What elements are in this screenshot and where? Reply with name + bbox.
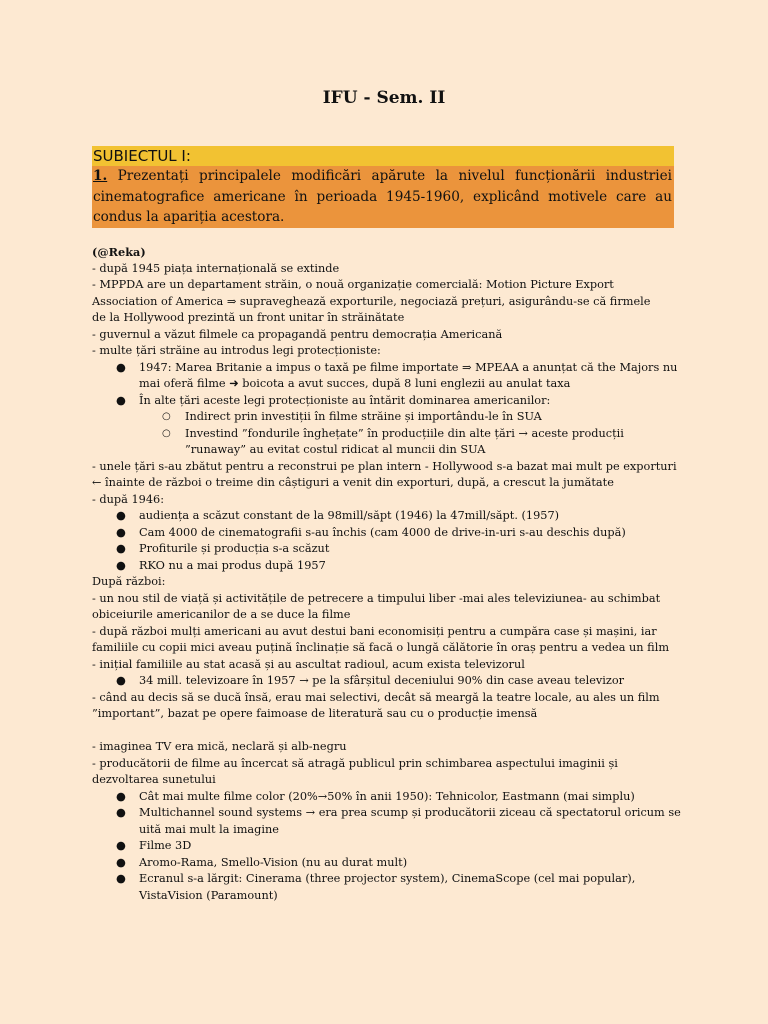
text-line: de la Hollywood prezintă un front unitar în străinătate xyxy=(92,311,405,324)
text-line: - după 1945 piața internațională se extinde xyxy=(92,261,340,275)
text-line: - MPPDA are un departament străin, o nouă organizație comercială: Motion Picture Export xyxy=(92,278,614,291)
list-item: ● 34 mill. televizoare în 1957 → pe la sfârșitul deceniului 90% din case aveau televizor xyxy=(92,673,682,690)
text-paragraph: - după război mulți americani au avut destui bani economisiți pentru a cumpăra case și mașini, iar familiile cu copii mici aveau puțină înclinație să facă o lungă călătorie în oraș pentru a vedea un film xyxy=(92,624,670,654)
bullet-icon: ● xyxy=(116,525,126,539)
text-paragraph: - unele țări s-au zbătut pentru a reconstrui pe plan intern - Hollywood s-a bazat mai mult pe exporturi ← înainte de război o treime din câștiguri a venit din exporturi, după, a crescut la jumătate xyxy=(92,459,677,489)
list-item: ● Filme 3D xyxy=(92,838,682,855)
document-title: IFU - Sem. II xyxy=(322,88,446,108)
sub-list-item: ○ Investind ”fondurile înghețate” în producțiile din alte țări → aceste producții ”runaway” au evitat costul ridicat al muncii din SUA xyxy=(162,426,624,456)
text-paragraph: - producătorii de filme au încercat să atragă publicul prin schimbarea aspectului imaginii și dezvoltarea sunetului xyxy=(92,756,618,786)
bullet-icon: ● xyxy=(116,509,126,522)
question-number: 1. xyxy=(93,168,108,184)
list-item: ● Multichannel sound systems → era prea scump și producătorii ziceau că spectatorul oricum se uită mai mult la imagine xyxy=(116,806,681,836)
text-line: - după 1946: xyxy=(92,492,165,506)
author-tag: (@Reka) xyxy=(92,245,146,259)
bullet-icon: ● xyxy=(116,542,126,555)
section-heading: După război: xyxy=(92,575,166,588)
text-paragraph: - un nou stil de viață și activitățile de petrecere a timpului liber -mai ales televiziunea- au schimbat obiceiurile americanilor de a se duce la filme xyxy=(92,591,661,621)
list-item: ● Cam 4000 de cinematografii s-au închis (cam 4000 de drive-in-uri s-au deschis după) xyxy=(92,525,682,542)
bullet-icon: ● xyxy=(116,558,126,572)
bullet-icon: ● xyxy=(116,872,126,885)
list-item: ● Ecranul s-a lărgit: Cinerama (three projector system), CinemaScope (cel mai popular), VistaVision (Paramount) xyxy=(116,872,636,902)
circle-bullet-icon: ○ xyxy=(162,411,171,422)
text-line: - inițial familiile au stat acasă și au ascultat radioul, acum exista televizorul xyxy=(92,657,525,671)
subject-box xyxy=(92,146,674,228)
list-item: ● audiența a scăzut constant de la 98mill/săpt (1946) la 47mill/săpt. (1957) xyxy=(92,508,682,525)
question-text: Prezentați principalele modificări apărute la nivelul funcționării industriei cinematografice americane în perioada 1945-1960, explicând motivele care au condus la apariția acestora. xyxy=(93,168,672,225)
bullet-icon: ● xyxy=(116,360,126,374)
bullet-icon: ● xyxy=(116,855,126,869)
sub-list-item: ○ Indirect prin investiții în filme străine și importându-le în SUA xyxy=(92,409,682,426)
bullet-icon: ● xyxy=(116,393,126,407)
list-item: ● Aromo-Rama, Smello-Vision (nu au durat mult) xyxy=(92,855,682,872)
blank-line xyxy=(92,723,682,740)
text-line: Association of America ⇒ supraveghează exporturile, negociază prețuri, asigurându-se că firmele xyxy=(92,294,651,308)
text-line: - guvernul a văzut filmele ca propagandă pentru democrația Americană xyxy=(92,327,503,341)
bullet-icon: ● xyxy=(116,806,126,819)
list-item: ● Cât mai multe filme color (20%→50% în anii 1950): Tehnicolor, Eastmann (mai simplu) xyxy=(92,789,682,806)
text-line: - multe țări străine au introdus legi protecționiste: xyxy=(92,344,381,357)
bullet-icon: ● xyxy=(116,789,126,803)
circle-bullet-icon: ○ xyxy=(162,427,171,439)
subject-question xyxy=(92,166,674,228)
text-paragraph: - când au decis să se ducă însă, erau mai selectivi, decât să meargă la teatre locale, au ales un film ”important”, bazat pe opere faimoase de literatură sau cu o producție imensă xyxy=(92,690,660,720)
answer-content xyxy=(92,244,682,904)
list-item: ● În alte țări aceste legi protecționiste au întărit dominarea americanilor: xyxy=(92,393,682,410)
list-item: ● RKO nu a mai produs după 1957 xyxy=(92,558,682,575)
text-line: - imaginea TV era mică, neclară și alb-negru xyxy=(92,740,347,753)
list-item: ● 1947: Marea Britanie a impus o taxă pe filme importate ⇒ MPEAA a anunțat că the Majors nu mai oferă filme ➜ boicota a avut succes, după 8 luni englezii au anulat taxa xyxy=(116,360,678,390)
subject-heading: SUBIECTUL I: xyxy=(92,146,674,166)
bullet-icon: ● xyxy=(116,674,126,687)
bullet-icon: ● xyxy=(116,839,126,852)
list-item: ● Profiturile și producția s-a scăzut xyxy=(92,541,682,558)
